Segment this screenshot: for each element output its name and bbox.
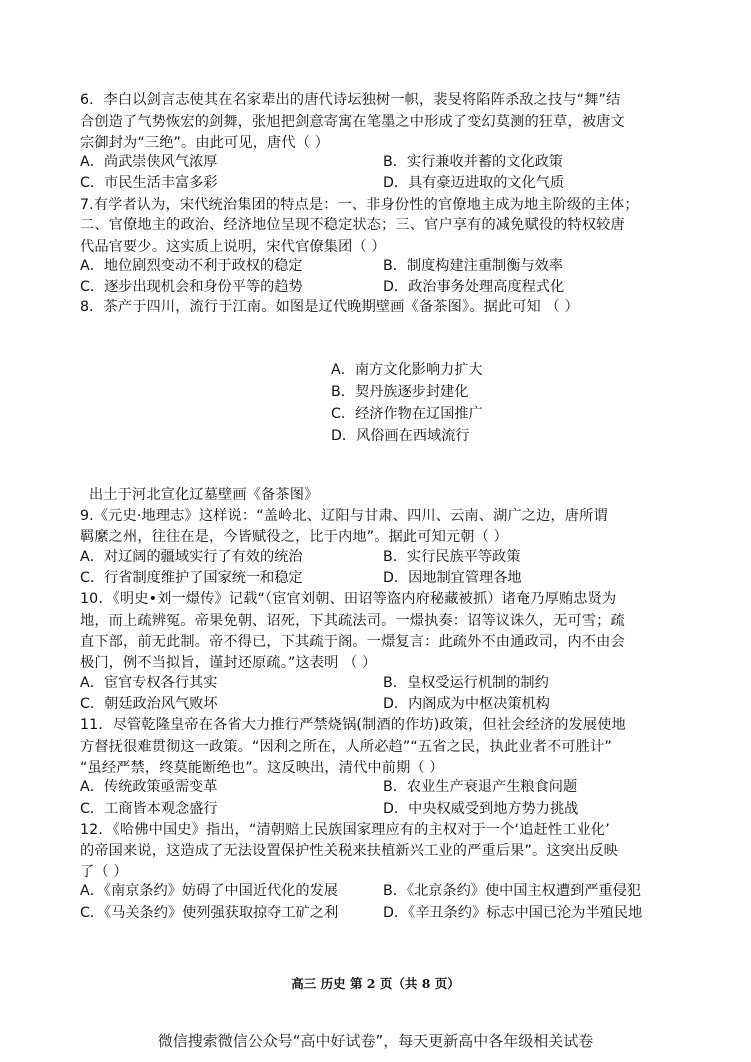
q12-line-3: 了（ ） <box>80 864 128 880</box>
q10-option-b: B．皇权受运行机制的制约 <box>383 675 549 691</box>
q8-option-b: B．契丹族逐步封建化 <box>331 384 469 400</box>
q11-line-1: 11．尽管乾隆皇帝在各省大力推行严禁烧锅(制酒的作坊)政策，但社会经济的发展使地 <box>80 717 626 733</box>
q7-option-a: A．地位剧烈变动不利于政权的稳定 <box>80 258 303 274</box>
q6-line-1: 6．李白以剑言志使其在名家辈出的唐代诗坛独树一帜，裴旻将陷阵杀敌之技与“舞”结 <box>80 92 621 108</box>
q9-option-a: A．对辽阔的疆域实行了有效的统治 <box>80 549 303 565</box>
q7-line-2: 二、官僚地主的政治、经济地位呈现不稳定状态；三、官户享有的减免赋役的特权较唐 <box>80 217 625 233</box>
q10-line-4: 极门，例不当拟旨，谨封还原疏。”这表明 （ ） <box>80 655 377 671</box>
q11-line-3: “虽经严禁，终莫能断绝也”。这反映出，清代中前期（ ） <box>80 760 444 776</box>
page-footer: 高三 历史 第 2 页（共 8 页） <box>291 976 460 991</box>
q12-option-a: A．《南京条约》妨碍了中国近代化的发展 <box>80 883 338 899</box>
q11-option-b: B．农业生产衰退产生粮食问题 <box>383 779 578 795</box>
q11-option-c: C．工商皆本观念盛行 <box>80 801 218 817</box>
q9-line-2: 羁縻之州，往往在是，今皆赋役之，比于内地”。据此可知元朝（ ） <box>80 529 508 545</box>
q9-option-b: B．实行民族平等政策 <box>383 549 521 565</box>
q11-option-a: A．传统政策亟需变革 <box>80 779 218 795</box>
q8-figure-caption: 出土于河北宣化辽墓壁画《备茶图》 <box>89 487 319 503</box>
q11-option-d: D．中央权威受到地方势力挑战 <box>383 801 579 817</box>
q9-option-d: D．因地制宜管理各地 <box>383 570 522 586</box>
q12-option-b: B．《北京条约》使中国主权遭到严重侵犯 <box>383 883 642 899</box>
q10-option-c: C．朝廷政治风气败坏 <box>80 696 218 712</box>
q12-line-2: 的帝国来说，这造成了无法设置保护性关税来扶植新兴工业的严重后果”。这突出反映 <box>80 843 618 859</box>
q6-line-2: 合创造了气势恢宏的剑舞，张旭把剑意寄寓在笔墨之中形成了变幻莫测的狂草，被唐文 <box>80 114 625 130</box>
q10-option-a: A．宦官专权各行其实 <box>80 675 218 691</box>
q8-option-d: D．风俗画在西域流行 <box>331 428 470 444</box>
q11-line-2: 方督抚很难贯彻这一政策。“因利之所在，人所必趋”“五省之民，执此业者不可胜计” <box>80 739 612 755</box>
q12-line-1: 12．《哈佛中国史》指出，“清朝赔上民族国家理应有的主权对于一个‘追赶性工业化’ <box>80 822 610 838</box>
q8-line-1: 8．茶产于四川，流行于江南。如图是辽代晚期壁画《备茶图》。据此可知 （ ） <box>80 299 579 315</box>
q9-option-c: C．行省制度维护了国家统一和稳定 <box>80 570 303 586</box>
q8-option-c: C．经济作物在辽国推广 <box>331 406 483 422</box>
q9-line-1: 9.《元史·地理志》这样说：“盖岭北、辽阳与甘肃、四川、云南、湖广之边，唐所谓 <box>80 508 608 524</box>
q10-option-d: D．内阁成为中枢决策机构 <box>383 696 550 712</box>
q7-option-b: B．制度构建注重制衡与效率 <box>383 258 563 274</box>
q6-line-3: 宗御封为“三绝”。由此可见，唐代（ ） <box>80 135 330 151</box>
q6-option-d: D．具有豪迈进取的文化气质 <box>383 175 565 191</box>
q7-option-c: C．逐步出现机会和身份平等的趋势 <box>80 279 303 295</box>
q12-option-d: D．《辛丑条约》标志中国已沦为半殖民地 <box>383 905 643 921</box>
q7-option-d: D．政治事务处理高度程式化 <box>383 279 565 295</box>
q12-option-c: C．《马关条约》使列强获取掠夺工矿之利 <box>80 905 339 921</box>
q7-line-1: 7.有学者认为，宋代统治集团的特点是：一、非身份性的官僚地主成为地主阶级的主体； <box>80 197 639 213</box>
q8-option-a: A．南方文化影响力扩大 <box>331 362 483 378</box>
q7-line-3: 代品官要少。这实质上说明，宋代官僚集团（ ） <box>80 239 386 255</box>
q10-line-3: 直下部，前无此制。帝不得已，下其疏于阁。一燝复言：此疏外不由通政司，内不由会 <box>80 634 625 650</box>
q6-option-c: C．市民生活丰富多彩 <box>80 175 218 191</box>
q6-option-a: A．尚武崇侠风气浓厚 <box>80 154 218 170</box>
q6-option-b: B．实行兼收并蓄的文化政策 <box>383 154 563 170</box>
wechat-note: 微信搜索微信公众号“高中好试卷”，每天更新高中各年级相关试卷 <box>157 1032 594 1050</box>
q10-line-1: 10．《明史•刘一燝传》记载“（宦官刘朝、田诏等盗内府秘藏被抓）诸奄乃厚贿忠贤为 <box>80 591 617 607</box>
q10-line-2: 地，而上疏辨冤。帝果免朝、诏死，下其疏法司。一燝执奏：诏等议诛久，无可雪；疏 <box>80 613 625 629</box>
